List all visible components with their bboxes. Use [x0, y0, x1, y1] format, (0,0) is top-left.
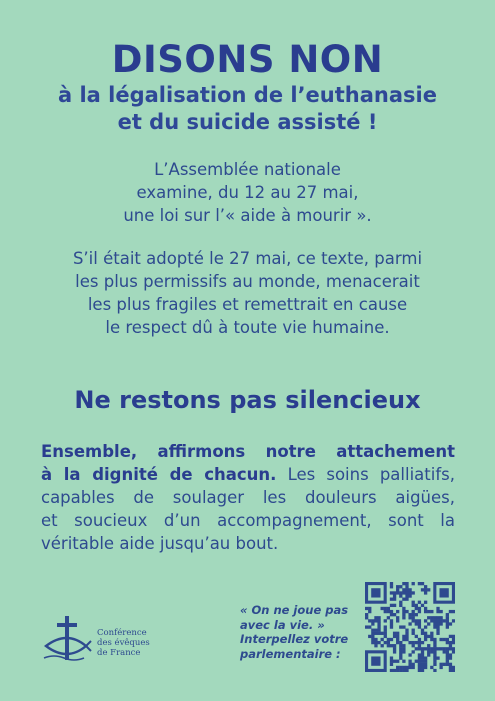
intro-line: une loi sur l’« aide à mourir ». [123, 206, 372, 225]
quote-line: parlementaire : [240, 646, 341, 661]
quote-line: avec la vie. » [240, 617, 325, 632]
quote-line: « On ne joue pas [240, 603, 349, 617]
subheadline [0, 82, 495, 136]
call-line [41, 463, 455, 486]
call-heading: Ne restons pas silencieux [74, 386, 421, 414]
call-line: capables de soulager les douleurs aigües, [41, 488, 455, 507]
logo-text [97, 628, 150, 658]
warning-line: S’il était adopté le 27 mai, ce texte, parmi [72, 249, 423, 268]
subheadline-line: à la légalisation de l’euthanasie [58, 83, 437, 107]
cross-fish-icon [42, 612, 92, 668]
logo-line: de France [97, 648, 141, 658]
logo-line: des évêques [97, 638, 150, 648]
call-line: et soucieux d’un accompagnement, sont la [41, 511, 455, 530]
cef-logo [42, 612, 172, 668]
call-line [41, 440, 455, 463]
warning-paragraph [0, 247, 495, 339]
call-paragraph [41, 440, 455, 555]
warning-line: le respect dû à toute vie humaine. [105, 318, 390, 337]
call-text: Les soins palliatifs, [276, 465, 455, 484]
qr-code-graphic [365, 582, 455, 672]
intro-line: examine, du 12 au 27 mai, [136, 183, 359, 202]
headline: DISONS NON [111, 38, 384, 81]
intro-line: L’Assemblée nationale [154, 160, 341, 179]
quote-block [240, 603, 360, 661]
qr-code-icon[interactable] [365, 582, 455, 672]
call-bold-text: à la dignité de chacun. [41, 465, 277, 484]
quote-line: Interpellez votre [240, 632, 349, 646]
subheadline-line: et du suicide assisté ! [117, 110, 378, 134]
warning-line: les plus fragiles et remettrait en cause [87, 295, 408, 314]
call-bold-text: Ensemble, affirmons notre attachement [41, 442, 455, 461]
intro-paragraph [0, 158, 495, 227]
warning-line: les plus permissifs au monde, menacerait [75, 272, 420, 291]
call-line: véritable aide jusqu’au bout. [41, 534, 279, 553]
logo-line: Conférence [97, 628, 147, 638]
